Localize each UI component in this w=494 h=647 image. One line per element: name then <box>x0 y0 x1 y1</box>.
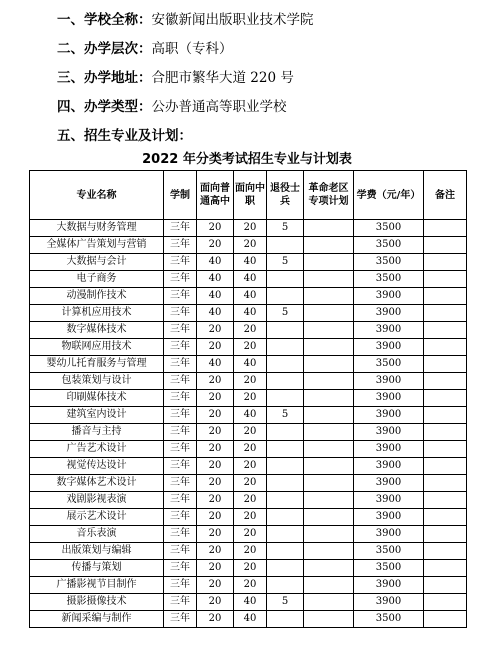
revolutionary-area-cell <box>304 577 354 594</box>
revolutionary-area-cell <box>304 441 354 458</box>
revolutionary-area-cell <box>304 492 354 509</box>
info-line-majors <box>57 122 487 151</box>
vocational-quota-cell: 40 <box>234 407 267 424</box>
remarks-cell <box>424 322 467 339</box>
duration-cell: 三年 <box>164 373 197 390</box>
remarks-cell <box>424 492 467 509</box>
remarks-cell <box>424 288 467 305</box>
remarks-cell <box>424 356 467 373</box>
table-row <box>30 339 467 356</box>
table-row <box>30 390 467 407</box>
table-row <box>30 271 467 288</box>
tuition-cell: 3900 <box>354 407 424 424</box>
tuition-cell: 3900 <box>354 305 424 322</box>
high-school-quota-cell: 20 <box>197 560 234 577</box>
vocational-quota-cell: 20 <box>234 492 267 509</box>
high-school-quota-cell: 20 <box>197 322 234 339</box>
table-row <box>30 475 467 492</box>
major-name-cell: 物联网应用技术 <box>30 339 164 356</box>
veterans-quota-cell <box>267 356 304 373</box>
info-line-fullname <box>57 6 487 35</box>
tuition-cell: 3500 <box>354 271 424 288</box>
high-school-quota-cell: 20 <box>197 390 234 407</box>
table-row <box>30 594 467 611</box>
vocational-quota-cell: 20 <box>234 441 267 458</box>
major-name-cell: 全媒体广告策划与营销 <box>30 237 164 254</box>
revolutionary-area-cell <box>304 475 354 492</box>
veterans-quota-cell <box>267 611 304 628</box>
vocational-quota-cell: 20 <box>234 560 267 577</box>
remarks-cell <box>424 407 467 424</box>
major-name-cell: 传播与策划 <box>30 560 164 577</box>
vocational-quota-cell: 20 <box>234 543 267 560</box>
tuition-cell: 3500 <box>354 543 424 560</box>
table-row <box>30 611 467 628</box>
revolutionary-area-cell <box>304 271 354 288</box>
major-name-cell: 数字媒体艺术设计 <box>30 475 164 492</box>
tuition-cell: 3900 <box>354 441 424 458</box>
school-info <box>57 6 487 151</box>
major-name-cell: 广告艺术设计 <box>30 441 164 458</box>
veterans-quota-cell <box>267 526 304 543</box>
vocational-quota-cell: 20 <box>234 373 267 390</box>
table-row <box>30 458 467 475</box>
high-school-quota-cell: 20 <box>197 594 234 611</box>
veterans-quota-cell <box>267 339 304 356</box>
vocational-quota-cell: 20 <box>234 458 267 475</box>
table-row <box>30 526 467 543</box>
remarks-cell <box>424 577 467 594</box>
vocational-quota-cell: 40 <box>234 271 267 288</box>
table-row <box>30 305 467 322</box>
info-value: 高职（专科） <box>151 41 233 57</box>
revolutionary-area-cell <box>304 526 354 543</box>
major-name-cell: 播音与主持 <box>30 424 164 441</box>
high-school-quota-cell: 40 <box>197 305 234 322</box>
tuition-cell: 3900 <box>354 594 424 611</box>
revolutionary-area-cell <box>304 237 354 254</box>
major-name-cell: 动漫制作技术 <box>30 288 164 305</box>
veterans-quota-cell <box>267 458 304 475</box>
table-row <box>30 237 467 254</box>
vocational-quota-cell: 40 <box>234 356 267 373</box>
veterans-quota-cell <box>267 373 304 390</box>
duration-cell: 三年 <box>164 611 197 628</box>
revolutionary-area-cell <box>304 220 354 237</box>
remarks-cell <box>424 220 467 237</box>
high-school-quota-cell: 20 <box>197 577 234 594</box>
major-name-cell: 数字媒体技术 <box>30 322 164 339</box>
vocational-quota-cell: 40 <box>234 288 267 305</box>
major-name-cell: 电子商务 <box>30 271 164 288</box>
vocational-quota-cell: 20 <box>234 509 267 526</box>
veterans-quota-cell <box>267 509 304 526</box>
enrollment-plan-table <box>29 170 467 628</box>
vocational-quota-cell: 20 <box>234 577 267 594</box>
info-label: 四、办学类型： <box>57 99 152 115</box>
info-label: 五、招生专业及计划： <box>57 128 192 144</box>
table-body <box>30 220 467 628</box>
remarks-cell <box>424 424 467 441</box>
remarks-cell <box>424 509 467 526</box>
revolutionary-area-cell <box>304 594 354 611</box>
duration-cell: 三年 <box>164 458 197 475</box>
revolutionary-area-cell <box>304 543 354 560</box>
duration-cell: 三年 <box>164 339 197 356</box>
info-line-type <box>57 93 487 122</box>
table-row <box>30 543 467 560</box>
tuition-cell: 3900 <box>354 339 424 356</box>
major-name-cell: 出版策划与编辑 <box>30 543 164 560</box>
high-school-quota-cell: 20 <box>197 475 234 492</box>
info-label: 三、办学地址： <box>57 70 152 86</box>
veterans-quota-cell <box>267 322 304 339</box>
high-school-quota-cell: 20 <box>197 407 234 424</box>
high-school-quota-cell: 40 <box>197 356 234 373</box>
vocational-quota-cell: 40 <box>234 594 267 611</box>
vocational-quota-cell: 20 <box>234 220 267 237</box>
veterans-quota-cell <box>267 475 304 492</box>
tuition-cell: 3500 <box>354 560 424 577</box>
revolutionary-area-cell <box>304 509 354 526</box>
remarks-cell <box>424 390 467 407</box>
table-row <box>30 254 467 271</box>
tuition-cell: 3900 <box>354 458 424 475</box>
remarks-cell <box>424 237 467 254</box>
tuition-cell: 3900 <box>354 509 424 526</box>
high-school-quota-cell: 20 <box>197 611 234 628</box>
high-school-quota-cell: 20 <box>197 373 234 390</box>
tuition-cell: 3900 <box>354 322 424 339</box>
duration-cell: 三年 <box>164 356 197 373</box>
table-row <box>30 356 467 373</box>
high-school-quota-cell: 20 <box>197 339 234 356</box>
revolutionary-area-cell <box>304 373 354 390</box>
tuition-cell: 3500 <box>354 237 424 254</box>
high-school-quota-cell: 20 <box>197 458 234 475</box>
tuition-cell: 3500 <box>354 254 424 271</box>
revolutionary-area-cell <box>304 611 354 628</box>
major-name-cell: 大数据与会计 <box>30 254 164 271</box>
table-row <box>30 441 467 458</box>
vocational-quota-cell: 20 <box>234 322 267 339</box>
veterans-quota-cell <box>267 577 304 594</box>
table-row <box>30 560 467 577</box>
veterans-quota-cell <box>267 390 304 407</box>
tuition-cell: 3900 <box>354 475 424 492</box>
info-label: 一、学校全称： <box>57 12 152 28</box>
revolutionary-area-cell <box>304 339 354 356</box>
revolutionary-area-cell <box>304 254 354 271</box>
info-value: 安徽新闻出版职业技术学院 <box>151 12 314 28</box>
revolutionary-area-cell <box>304 407 354 424</box>
major-name-cell: 视觉传达设计 <box>30 458 164 475</box>
veterans-quota-cell <box>267 237 304 254</box>
vocational-quota-cell: 20 <box>234 237 267 254</box>
remarks-cell <box>424 560 467 577</box>
table-row <box>30 424 467 441</box>
vocational-quota-cell: 20 <box>234 475 267 492</box>
veterans-quota-cell <box>267 271 304 288</box>
remarks-cell <box>424 373 467 390</box>
remarks-cell <box>424 441 467 458</box>
high-school-quota-cell: 40 <box>197 288 234 305</box>
major-name-cell: 包装策划与设计 <box>30 373 164 390</box>
veterans-quota-cell: 5 <box>267 594 304 611</box>
revolutionary-area-cell <box>304 390 354 407</box>
high-school-quota-cell: 20 <box>197 509 234 526</box>
major-name-cell: 新闻采编与制作 <box>30 611 164 628</box>
veterans-quota-cell <box>267 560 304 577</box>
remarks-cell <box>424 305 467 322</box>
duration-cell: 三年 <box>164 407 197 424</box>
high-school-quota-cell: 40 <box>197 271 234 288</box>
info-label: 二、办学层次： <box>57 41 152 57</box>
table-row <box>30 577 467 594</box>
header-revolutionary-area: 革命老区专项计划 <box>304 171 354 220</box>
remarks-cell <box>424 271 467 288</box>
remarks-cell <box>424 543 467 560</box>
header-tuition: 学费（元/年） <box>354 171 424 220</box>
veterans-quota-cell: 5 <box>267 407 304 424</box>
duration-cell: 三年 <box>164 220 197 237</box>
remarks-cell <box>424 339 467 356</box>
major-name-cell: 广播影视节目制作 <box>30 577 164 594</box>
vocational-quota-cell: 20 <box>234 526 267 543</box>
major-name-cell: 摄影摄像技术 <box>30 594 164 611</box>
major-name-cell: 展示艺术设计 <box>30 509 164 526</box>
header-duration: 学制 <box>164 171 197 220</box>
remarks-cell <box>424 458 467 475</box>
vocational-quota-cell: 40 <box>234 611 267 628</box>
duration-cell: 三年 <box>164 594 197 611</box>
header-major-name: 专业名称 <box>30 171 164 220</box>
veterans-quota-cell <box>267 492 304 509</box>
tuition-cell: 3500 <box>354 356 424 373</box>
remarks-cell <box>424 611 467 628</box>
header-general-high-school: 面向普通高中 <box>197 171 234 220</box>
major-name-cell: 婴幼儿托育服务与管理 <box>30 356 164 373</box>
duration-cell: 三年 <box>164 577 197 594</box>
high-school-quota-cell: 40 <box>197 254 234 271</box>
major-name-cell: 印刷媒体技术 <box>30 390 164 407</box>
tuition-cell: 3900 <box>354 390 424 407</box>
table-row <box>30 288 467 305</box>
revolutionary-area-cell <box>304 458 354 475</box>
table-title: 2022 年分类考试招生专业与计划表 <box>142 152 352 167</box>
duration-cell: 三年 <box>164 237 197 254</box>
revolutionary-area-cell <box>304 560 354 577</box>
info-value: 公办普通高等职业学校 <box>151 99 287 115</box>
table-row <box>30 220 467 237</box>
remarks-cell <box>424 526 467 543</box>
duration-cell: 三年 <box>164 441 197 458</box>
duration-cell: 三年 <box>164 543 197 560</box>
duration-cell: 三年 <box>164 424 197 441</box>
table-row <box>30 492 467 509</box>
table-row <box>30 407 467 424</box>
high-school-quota-cell: 20 <box>197 492 234 509</box>
veterans-quota-cell <box>267 543 304 560</box>
tuition-cell: 3900 <box>354 288 424 305</box>
duration-cell: 三年 <box>164 288 197 305</box>
major-name-cell: 建筑室内设计 <box>30 407 164 424</box>
revolutionary-area-cell <box>304 288 354 305</box>
tuition-cell: 3900 <box>354 373 424 390</box>
tuition-cell: 3500 <box>354 611 424 628</box>
duration-cell: 三年 <box>164 390 197 407</box>
header-vocational-school: 面向中职 <box>234 171 267 220</box>
vocational-quota-cell: 20 <box>234 390 267 407</box>
duration-cell: 三年 <box>164 271 197 288</box>
duration-cell: 三年 <box>164 560 197 577</box>
vocational-quota-cell: 20 <box>234 339 267 356</box>
remarks-cell <box>424 594 467 611</box>
revolutionary-area-cell <box>304 424 354 441</box>
high-school-quota-cell: 20 <box>197 237 234 254</box>
info-line-address <box>57 64 487 93</box>
major-name-cell: 音乐表演 <box>30 526 164 543</box>
high-school-quota-cell: 20 <box>197 526 234 543</box>
high-school-quota-cell: 20 <box>197 220 234 237</box>
tuition-cell: 3900 <box>354 424 424 441</box>
duration-cell: 三年 <box>164 305 197 322</box>
major-name-cell: 戏剧影视表演 <box>30 492 164 509</box>
veterans-quota-cell: 5 <box>267 254 304 271</box>
duration-cell: 三年 <box>164 254 197 271</box>
info-line-level <box>57 35 487 64</box>
duration-cell: 三年 <box>164 509 197 526</box>
tuition-cell: 3900 <box>354 492 424 509</box>
revolutionary-area-cell <box>304 322 354 339</box>
major-name-cell: 大数据与财务管理 <box>30 220 164 237</box>
info-value: 合肥市繁华大道 220 号 <box>151 70 294 86</box>
veterans-quota-cell <box>267 288 304 305</box>
major-name-cell: 计算机应用技术 <box>30 305 164 322</box>
high-school-quota-cell: 20 <box>197 543 234 560</box>
revolutionary-area-cell <box>304 305 354 322</box>
header-veterans: 退役士兵 <box>267 171 304 220</box>
tuition-cell: 3900 <box>354 526 424 543</box>
tuition-cell: 3500 <box>354 220 424 237</box>
vocational-quota-cell: 40 <box>234 305 267 322</box>
duration-cell: 三年 <box>164 322 197 339</box>
table-header-row <box>30 171 467 220</box>
table-row <box>30 322 467 339</box>
veterans-quota-cell <box>267 424 304 441</box>
remarks-cell <box>424 254 467 271</box>
vocational-quota-cell: 20 <box>234 424 267 441</box>
duration-cell: 三年 <box>164 526 197 543</box>
tuition-cell: 3900 <box>354 577 424 594</box>
revolutionary-area-cell <box>304 356 354 373</box>
table-row <box>30 509 467 526</box>
high-school-quota-cell: 20 <box>197 424 234 441</box>
vocational-quota-cell: 40 <box>234 254 267 271</box>
header-remarks: 备注 <box>424 171 467 220</box>
remarks-cell <box>424 475 467 492</box>
veterans-quota-cell <box>267 441 304 458</box>
veterans-quota-cell: 5 <box>267 305 304 322</box>
duration-cell: 三年 <box>164 475 197 492</box>
high-school-quota-cell: 20 <box>197 441 234 458</box>
duration-cell: 三年 <box>164 492 197 509</box>
table-row <box>30 373 467 390</box>
veterans-quota-cell: 5 <box>267 220 304 237</box>
